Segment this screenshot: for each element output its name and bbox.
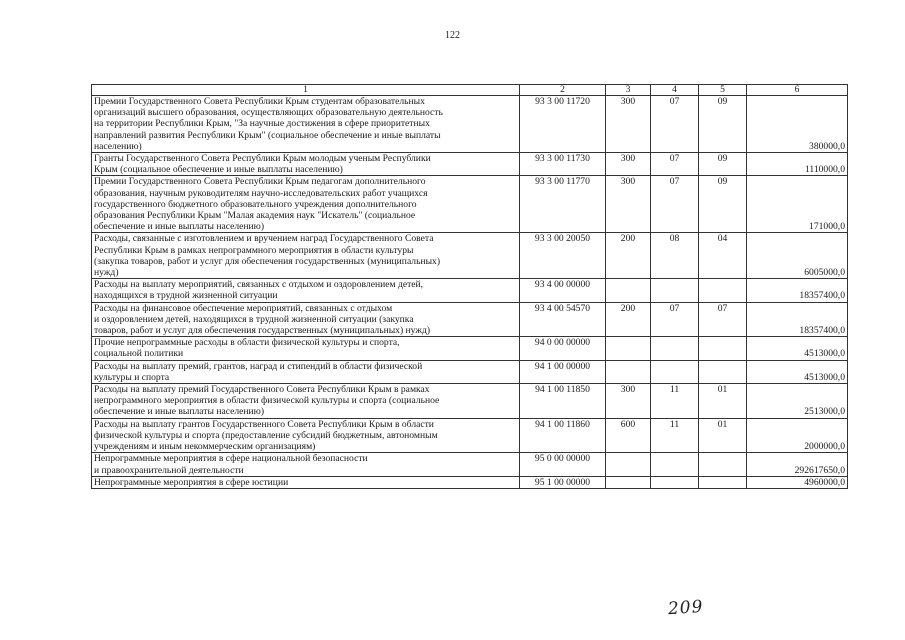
- section-code-cell: [651, 476, 699, 488]
- expense-type-code-cell: 300: [606, 153, 651, 176]
- expense-type-code-cell: 300: [606, 96, 651, 153]
- section-code-cell: 11: [651, 418, 699, 453]
- subsection-code-cell: 07: [699, 302, 747, 337]
- table-row: [92, 96, 848, 153]
- subsection-code-cell: [699, 279, 747, 302]
- column-header-4: 4: [651, 85, 699, 96]
- section-code-cell: [651, 337, 699, 360]
- table-row: [92, 153, 848, 176]
- amount-cell: 2513000,0: [747, 384, 848, 419]
- expense-type-code-cell: 200: [606, 302, 651, 337]
- expense-type-code-cell: [606, 476, 651, 488]
- subsection-code-cell: [699, 360, 747, 383]
- subsection-code-cell: 04: [699, 233, 747, 279]
- subsection-code-cell: [699, 476, 747, 488]
- column-number-row: [92, 85, 848, 96]
- table-row: [92, 176, 848, 233]
- expense-type-code-cell: [606, 337, 651, 360]
- subsection-code-cell: 01: [699, 418, 747, 453]
- expense-name-cell: Расходы на выплату премий Государственного Совета Республики Крым в рамках непрограммного мероприятия в области физической культуры и спорта (социальное обеспечение и иные выплаты населению): [92, 384, 520, 419]
- amount-cell: 4960000,0: [747, 476, 848, 488]
- table-row: [92, 302, 848, 337]
- table-row: [92, 384, 848, 419]
- amount-cell: 4513000,0: [747, 360, 848, 383]
- amount-cell: 6005000,0: [747, 233, 848, 279]
- section-code-cell: 07: [651, 96, 699, 153]
- amount-cell: 171000,0: [747, 176, 848, 233]
- expense-name-cell: Гранты Государственного Совета Республики Крым молодым ученым Республики Крым (социальное обеспечение и иные выплаты населению): [92, 153, 520, 176]
- amount-cell: 18357400,0: [747, 279, 848, 302]
- section-code-cell: 08: [651, 233, 699, 279]
- handwritten-page-mark: 209: [667, 596, 705, 620]
- expense-name-cell: Расходы на выплату грантов Государственного Совета Республики Крым в области физической культуры и спорта (предоставление субсидий бюджетным, автономным учреждениям и иным некоммерческим организациям): [92, 418, 520, 453]
- amount-cell: 1110000,0: [747, 153, 848, 176]
- section-code-cell: [651, 360, 699, 383]
- expense-name-cell: Расходы на выплату премий, грантов, наград и стипендий в области физической культуры и спорта: [92, 360, 520, 383]
- section-code-cell: [651, 453, 699, 476]
- column-header-1: 1: [92, 85, 520, 96]
- target-article-code-cell: 93 3 00 11730: [520, 153, 606, 176]
- expense-name-cell: Премии Государственного Совета Республики Крым педагогам дополнительного образования, научным руководителям научно-исследовательских работ учащихся государственного бюджетного образовательного учреждения дополнительного образования Республики Крым "Малая академия наук "Искатель" (социальное обеспечение и иные выплаты населению): [92, 176, 520, 233]
- subsection-code-cell: [699, 453, 747, 476]
- expense-name-cell: Непрограммные мероприятия в сфере национальной безопасности и правоохранительной деятельности: [92, 453, 520, 476]
- table-row: [92, 233, 848, 279]
- target-article-code-cell: 93 4 00 00000: [520, 279, 606, 302]
- expense-name-cell: Расходы на выплату мероприятий, связанных с отдыхом и оздоровлением детей, находящихся в трудной жизненной ситуации: [92, 279, 520, 302]
- column-header-6: 6: [747, 85, 848, 96]
- table-body: [92, 96, 848, 489]
- subsection-code-cell: 09: [699, 153, 747, 176]
- section-code-cell: [651, 279, 699, 302]
- table-row: [92, 476, 848, 488]
- target-article-code-cell: 95 0 00 00000: [520, 453, 606, 476]
- expense-type-code-cell: [606, 453, 651, 476]
- expense-type-code-cell: [606, 360, 651, 383]
- subsection-code-cell: 09: [699, 96, 747, 153]
- expense-name-cell: Расходы на финансовое обеспечение мероприятий, связанных с отдыхом и оздоровлением детей, находящихся в трудной жизненной ситуации (закупка товаров, работ и услуг для обеспечения государственных (муниципальных) нужд): [92, 302, 520, 337]
- expense-name-cell: Непрограммные мероприятия в сфере юстиции: [92, 476, 520, 488]
- target-article-code-cell: 94 0 00 00000: [520, 337, 606, 360]
- column-header-3: 3: [606, 85, 651, 96]
- section-code-cell: 07: [651, 302, 699, 337]
- section-code-cell: 07: [651, 176, 699, 233]
- target-article-code-cell: 94 1 00 11860: [520, 418, 606, 453]
- target-article-code-cell: 93 3 00 20050: [520, 233, 606, 279]
- section-code-cell: 11: [651, 384, 699, 419]
- column-header-5: 5: [699, 85, 747, 96]
- target-article-code-cell: 94 1 00 11850: [520, 384, 606, 419]
- target-article-code-cell: 95 1 00 00000: [520, 476, 606, 488]
- table-row: [92, 360, 848, 383]
- table-row: [92, 337, 848, 360]
- column-header-2: 2: [520, 85, 606, 96]
- amount-cell: 292617650,0: [747, 453, 848, 476]
- page-number: 122: [445, 30, 460, 41]
- subsection-code-cell: [699, 337, 747, 360]
- expense-name-cell: Расходы, связанные с изготовлением и вручением наград Государственного Совета Республики Крым в рамках непрограммного мероприятия в области культуры (закупка товаров, работ и услуг для обеспечения государственных (муниципальных) нужд): [92, 233, 520, 279]
- expense-type-code-cell: [606, 279, 651, 302]
- amount-cell: 380000,0: [747, 96, 848, 153]
- table-row: [92, 418, 848, 453]
- amount-cell: 18357400,0: [747, 302, 848, 337]
- expense-type-code-cell: 200: [606, 233, 651, 279]
- target-article-code-cell: 93 4 00 54570: [520, 302, 606, 337]
- table-row: [92, 279, 848, 302]
- budget-table: [91, 84, 848, 489]
- target-article-code-cell: 94 1 00 00000: [520, 360, 606, 383]
- expense-name-cell: Прочие непрограммные расходы в области физической культуры и спорта, социальной политики: [92, 337, 520, 360]
- target-article-code-cell: 93 3 00 11720: [520, 96, 606, 153]
- expense-type-code-cell: 300: [606, 176, 651, 233]
- subsection-code-cell: 01: [699, 384, 747, 419]
- target-article-code-cell: 93 3 00 11770: [520, 176, 606, 233]
- expense-type-code-cell: 600: [606, 418, 651, 453]
- amount-cell: 2000000,0: [747, 418, 848, 453]
- section-code-cell: 07: [651, 153, 699, 176]
- subsection-code-cell: 09: [699, 176, 747, 233]
- amount-cell: 4513000,0: [747, 337, 848, 360]
- expense-name-cell: Премии Государственного Совета Республики Крым студентам образовательных организаций высшего образования, осуществляющих образовательную деятельность на территории Республики Крым, "За научные достижения в сфере приоритетных направлений развития Республики Крым" (социальное обеспечение и иные выплаты населению): [92, 96, 520, 153]
- expense-type-code-cell: 300: [606, 384, 651, 419]
- table-row: [92, 453, 848, 476]
